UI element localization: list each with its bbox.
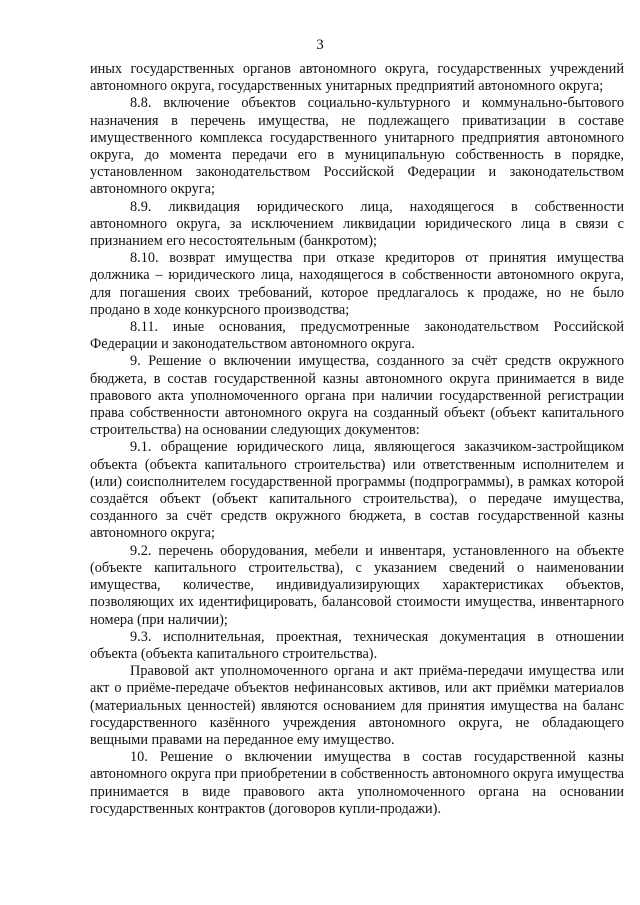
document-body xyxy=(90,61,624,818)
paragraph-9: 9. Решение о включении имущества, созданного за счёт средств окружного бюджета, в состав государственной казны автономного округа принимается в виде правового акта уполномоченного органа при наличии государственной регистрации права собственности автономного округа на созданный объект (объект капитального строительства) на основании следующих документов: xyxy=(90,353,624,439)
paragraph-legal-act: Правовой акт уполномоченного органа и акт приёма-передачи имущества или акт о приёме-передаче объектов нефинансовых активов, или акт приёмки материалов (материальных ценностей) являются основанием для принятия имущества на баланс государственного казённого учреждения автономного округа, не обладающего вещными правами на переданное ему имущество. xyxy=(90,663,624,748)
paragraph-10: 10. Решение о включении имущества в состав государственной казны автономного округа при приобретении в собственность автономного округа имущества принимается в виде правового акта уполномоченного органа на основании государственных контрактов (договоров купли-продажи). xyxy=(90,749,624,817)
paragraph-continuation: иных государственных органов автономного округа, государственных учреждений автономного округа, государственных унитарных предприятий автономного округа; xyxy=(90,61,624,95)
paragraph-8-8: 8.8. включение объектов социально-культурного и коммунально-бытового назначения в перечень имущества, не подлежащего приватизации в составе имущественного комплекса государственного унитарного предприятия автономного округа, до момента передачи его в муниципальную собственность в порядке, установленном законодательством Российской Федерации и законодательством автономного округа; xyxy=(90,95,624,198)
paragraph-8-9: 8.9. ликвидация юридического лица, находящегося в собственности автономного округа, за исключением ликвидации юридического лица в связи с признанием его несостоятельным (банкротом); xyxy=(90,198,624,250)
paragraph-8-11: 8.11. иные основания, предусмотренные законодательством Российской Федерации и законодательством автономного округа. xyxy=(90,319,624,353)
page-number: 3 xyxy=(316,37,324,53)
paragraph-9-3: 9.3. исполнительная, проектная, техническая документация в отношении объекта (объекта капитального строительства). xyxy=(90,628,624,662)
paragraph-9-1: 9.1. обращение юридического лица, являющегося заказчиком-застройщиком объекта (объекта капитального строительства) или ответственным исполнителем и (или) соисполнителем государственной программы (подпрограммы), в рамках которой создаётся объект (объект капитального строительства), о передаче имущества, созданного за счёт средств окружного бюджета, в состав государственной казны автономного округа; xyxy=(90,439,624,542)
paragraph-9-2: 9.2. перечень оборудования, мебели и инвентаря, установленного на объекте (объекте капитального строительства), с указанием сведений о наименовании имущества, количестве, индивидуализирующих характеристиках объектов, позволяющих их идентифицировать, балансовой стоимости имущества, инвентарного номера (при наличии); xyxy=(90,542,624,628)
paragraph-8-10: 8.10. возврат имущества при отказе кредиторов от принятия имущества должника – юридического лица, находящегося в собственности автономного округа, для погашения своих требований, которое предлагалось к продаже, но не было продано в ходе конкурсного производства; xyxy=(90,250,624,318)
